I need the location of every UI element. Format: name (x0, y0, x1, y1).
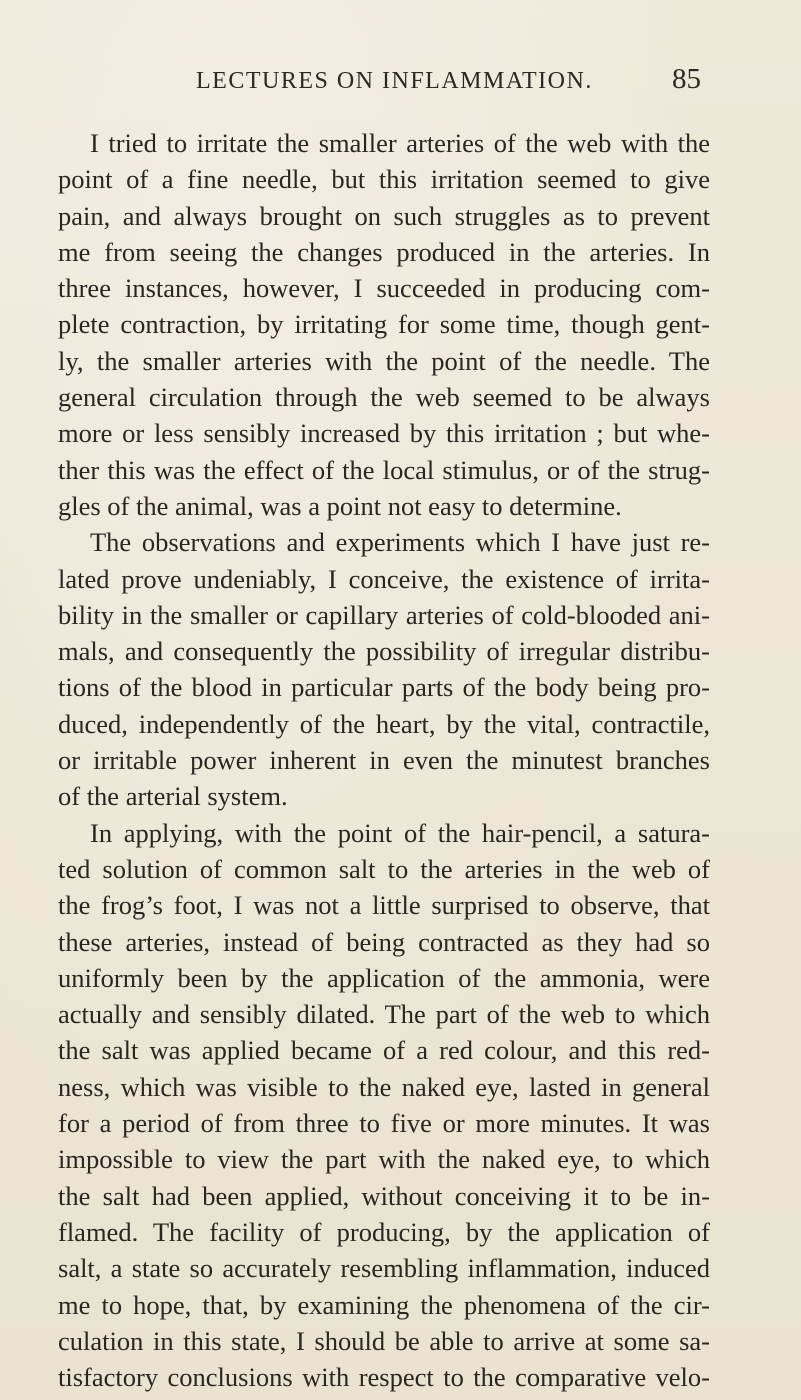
text-line: tisfactory conclusions with respect to the comparative velo- (58, 1362, 710, 1393)
text-line: pain, and always brought on such struggles as to prevent (58, 200, 710, 231)
text-line: plete contraction, by irritating for some time, though gent- (58, 309, 710, 340)
text-line: ness, which was visible to the naked eye, lasted in general (58, 1071, 710, 1102)
text-line: The observations and experiments which I have just re- (90, 527, 710, 558)
text-line: In applying, with the point of the hair-pencil, a satura- (90, 817, 710, 848)
text-line: lated prove undeniably, I conceive, the existence of irrita- (58, 563, 710, 594)
text-line: bility in the smaller or capillary arteries of cold-blooded ani- (58, 599, 710, 630)
text-line: uniformly been by the application of the ammonia, were (58, 962, 710, 993)
text-line: of the arterial system. (58, 781, 288, 812)
page-number: 85 (672, 63, 701, 95)
text-line: me from seeing the changes produced in the arteries. In (58, 236, 710, 267)
text-line: mals, and consequently the possibility of irregular distribu- (58, 636, 710, 667)
text-line: more or less sensibly increased by this irritation ; but whe- (58, 418, 710, 449)
text-line: or irritable power inherent in even the minutest branches (58, 745, 710, 776)
text-line: gles of the animal, was a point not easy to determine. (58, 490, 622, 521)
running-head-title: LECTURES ON INFLAMMATION. (196, 68, 593, 94)
text-line: actually and sensibly dilated. The part of the web to which (58, 999, 710, 1030)
text-line: general circulation through the web seemed to be always (58, 382, 710, 413)
text-line: ly, the smaller arteries with the point of the needle. The (58, 345, 710, 376)
text-line: culation in this state, I should be able to arrive at some sa- (58, 1325, 710, 1356)
text-line: me to hope, that, by examining the phenomena of the cir- (58, 1289, 710, 1320)
text-line: point of a fine needle, but this irritation seemed to give (58, 164, 710, 195)
text-line: I tried to irritate the smaller arteries of the web with the (90, 128, 710, 158)
body-text (58, 125, 710, 1395)
text-line: tions of the blood in particular parts of the body being pro- (58, 672, 710, 703)
text-line: ted solution of common salt to the arteries in the web of (58, 853, 710, 884)
text-line: three instances, however, I succeeded in producing com- (58, 273, 710, 304)
text-line: ther this was the effect of the local stimulus, or of the strug- (58, 454, 710, 485)
text-line: the salt had been applied, without conceiving it to be in- (58, 1180, 710, 1211)
text-line: for a period of from three to five or more minutes. It was (58, 1108, 710, 1139)
text-line: flamed. The facility of producing, by the application of (58, 1216, 710, 1247)
text-line: the frog’s foot, I was not a little surprised to observe, that (58, 890, 710, 921)
text-line: impossible to view the part with the naked eye, to which (58, 1144, 710, 1175)
text-line: these arteries, instead of being contracted as they had so (58, 926, 710, 957)
text-line: the salt was applied became of a red colour, and this red- (58, 1035, 710, 1066)
text-line: salt, a state so accurately resembling inflammation, induced (58, 1253, 710, 1284)
text-line: duced, independently of the heart, by the vital, contractile, (58, 708, 710, 739)
